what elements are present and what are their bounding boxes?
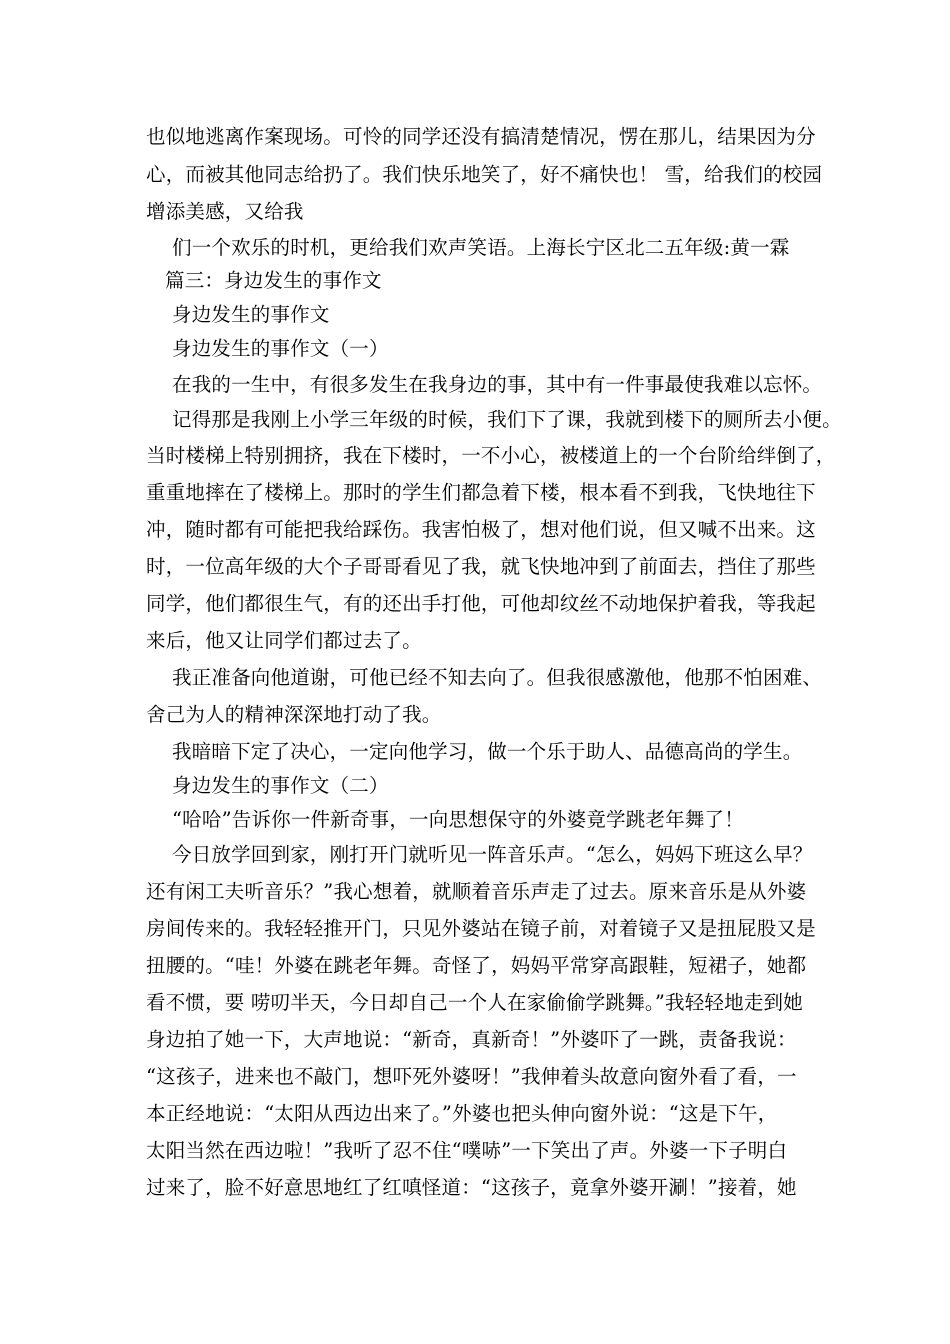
text-line: 身边拍了她一下，大声地说：“新奇，真新奇！”外婆吓了一跳，责备我说： bbox=[146, 1028, 797, 1051]
text-line: 重重地摔在了楼梯上。那时的学生们都急着下楼，根本看不到我，飞快地往下 bbox=[146, 481, 816, 504]
text-line: 来后，他又让同学们都过去了。 bbox=[146, 629, 422, 652]
text-line: 舍己为人的精神深深地打动了我。 bbox=[146, 703, 442, 726]
text-line: 我暗暗下定了决心，一定向他学习，做一个乐于助人、品德高尚的学生。 bbox=[172, 740, 803, 763]
section-heading: 篇三：身边发生的事作文 bbox=[165, 269, 382, 292]
text-line: 时，一位高年级的大个子哥哥看见了我，就飞快地冲到了前面去，挡住了那些 bbox=[146, 555, 816, 578]
text-line: 太阳当然在西边啦！”我听了忍不住“噗哧”一下笑出了声。外婆一下子明白 bbox=[146, 1139, 788, 1162]
text-line: 扭腰的。“哇！外婆在跳老年舞。奇怪了，妈妈平常穿高跟鞋，短裙子，她都 bbox=[146, 954, 807, 977]
text-line: 增添美感，又给我 bbox=[146, 200, 304, 223]
text-line: 本正经地说：“太阳从西边出来了。”外婆也把头伸向窗外说：“这是下午， bbox=[146, 1102, 778, 1125]
text-line: 还有闲工夫听音乐？”我心想着，就顺着音乐声走了过去。原来音乐是从外婆 bbox=[146, 880, 807, 903]
text-line: “这孩子，进来也不敲门，想吓死外婆呀！”我伸着头故意向窗外看了看，一 bbox=[146, 1065, 797, 1088]
essay-subtitle: 身边发生的事作文（一） bbox=[172, 337, 389, 360]
text-line: 我正准备向他道谢，可他已经不知去向了。但我很感激他，他那不怕困难、 bbox=[172, 666, 823, 689]
text-line: 心，而被其他同志给扔了。我们快乐地笑了，好不痛快也！ 雪，给我们的校园 bbox=[146, 163, 823, 186]
text-line: 也似地逃离作案现场。可怜的同学还没有搞清楚情况，愣在那儿，结果因为分 bbox=[146, 125, 816, 148]
text-line: 房间传来的。我轻轻推开门，只见外婆站在镜子前，对着镜子又是扭屁股又是 bbox=[146, 917, 816, 940]
text-line: 当时楼梯上特别拥挤，我在下楼时，一不小心，被楼道上的一个台阶给绊倒了， bbox=[146, 444, 836, 467]
text-line: 冲，随时都有可能把我给踩伤。我害怕极了，想对他们说，但又喊不出来。这 bbox=[146, 518, 816, 541]
essay-subtitle: 身边发生的事作文（二） bbox=[172, 774, 389, 797]
text-line: 同学，他们都很生气，有的还出手打他，可他却纹丝不动地保护着我，等我起 bbox=[146, 592, 816, 615]
text-line: 们一个欢乐的时机，更给我们欢声笑语。上海长宁区北二五年级:黄一霖 bbox=[172, 236, 790, 259]
text-line: 今日放学回到家，刚打开门就听见一阵音乐声。“怎么，妈妈下班这么早？ bbox=[172, 843, 813, 866]
text-line: 看不惯，要 唠叨半天，今日却自己一个人在家偷偷学跳舞。”我轻轻地走到她 bbox=[146, 991, 803, 1014]
text-line: 在我的一生中，有很多发生在我身边的事，其中有一件事最使我难以忘怀。 bbox=[172, 373, 823, 396]
text-line: 过来了，脸不好意思地红了红嗔怪道：“这孩子，竟拿外婆开涮！”接着，她 bbox=[146, 1176, 797, 1199]
text-line: “哈哈”告诉你一件新奇事，一向思想保守的外婆竟学跳老年舞了！ bbox=[172, 808, 744, 831]
text-line: 记得那是我刚上小学三年级的时候，我们下了课，我就到楼下的厕所去小便。 bbox=[172, 408, 842, 431]
document-title: 身边发生的事作文 bbox=[172, 303, 330, 326]
